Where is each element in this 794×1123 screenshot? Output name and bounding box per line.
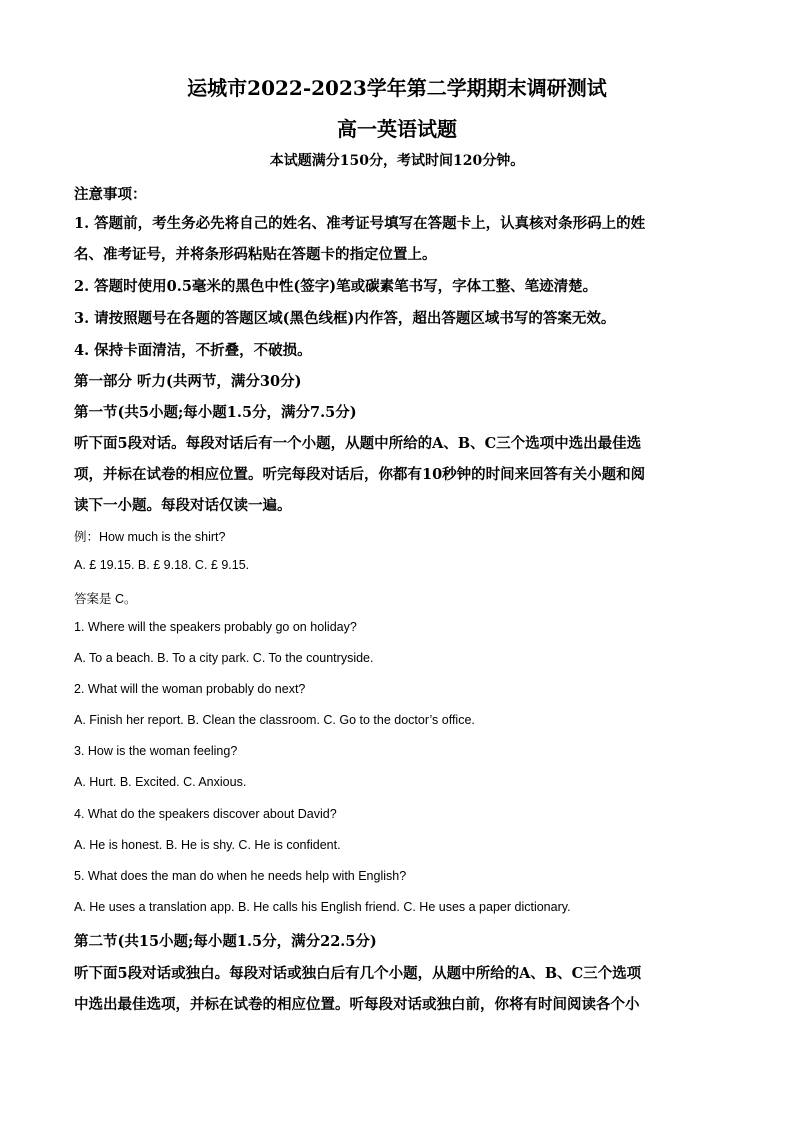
section-1-instruction-line-1: 听下面5段对话。每段对话后有一个小题，从题中所给的A、B、C三个选项中选出最佳选 — [74, 435, 642, 452]
question-5: 5. What does the man do when he needs help with English? — [74, 869, 407, 883]
section-2-heading: 第二节(共15小题;每小题1.5分，满分22.5分) — [74, 933, 377, 950]
question-4-options: A. He is honest. B. He is shy. C. He is confident. — [74, 838, 341, 852]
section-1-heading: 第一节(共5小题;每小题1.5分，满分7.5分) — [74, 404, 357, 421]
question-2: 2. What will the woman probably do next? — [74, 682, 306, 696]
question-2-options: A. Finish her report. B. Clean the classroom. C. Go to the doctor’s office. — [74, 713, 475, 727]
section-2-instruction-line-1: 听下面5段对话或独白。每段对话或独白后有几个小题，从题中所给的A、B、C三个选项 — [74, 965, 642, 982]
note-3: 3. 请按照题号在各题的答题区域(黑色线框)内作答，超出答题区域书写的答案无效。 — [74, 310, 616, 327]
question-1: 1. Where will the speakers probably go on holiday? — [74, 620, 357, 634]
example-answer: 答案是 C。 — [74, 592, 137, 606]
question-3: 3. How is the woman feeling? — [74, 744, 238, 758]
question-5-options: A. He uses a translation app. B. He calls his English friend. C. He uses a paper dictionary. — [74, 900, 571, 914]
example-options: A. £ 19.15. B. £ 9.18. C. £ 9.15. — [74, 558, 250, 572]
note-2: 2. 答题时使用0.5毫米的黑色中性(签字)笔或碳素笔书写，字体工整、笔迹清楚。 — [74, 278, 598, 295]
notes-heading: 注意事项： — [74, 186, 147, 203]
exam-info: 本试题满分150分，考试时间120分钟。 — [269, 153, 525, 169]
note-4: 4. 保持卡面清洁，不折叠，不破损。 — [74, 342, 312, 359]
exam-title: 运城市2022-2023学年第二学期期末调研测试 — [187, 76, 607, 100]
note-1-line-2: 名、准考证号，并将条形码粘贴在答题卡的指定位置上。 — [74, 246, 437, 263]
part-1-heading: 第一部分 听力(共两节，满分30分) — [74, 373, 302, 390]
section-1-instruction-line-2: 项，并标在试卷的相应位置。听完每段对话后，你都有10秒钟的时间来回答有关小题和阅 — [74, 466, 646, 483]
question-1-options: A. To a beach. B. To a city park. C. To the countryside. — [74, 651, 374, 665]
example-question: 例：How much is the shirt? — [74, 530, 226, 544]
exam-subtitle: 高一英语试题 — [337, 117, 457, 141]
section-1-instruction-line-3: 读下一小题。每段对话仅读一遍。 — [74, 497, 292, 514]
question-4: 4. What do the speakers discover about David? — [74, 807, 337, 821]
question-3-options: A. Hurt. B. Excited. C. Anxious. — [74, 775, 247, 789]
section-2-instruction-line-2: 中选出最佳选项，并标在试卷的相应位置。听每段对话或独白前，你将有时间阅读各个小 — [74, 996, 640, 1013]
note-1-line-1: 1. 答题前，考生务必先将自己的姓名、准考证号填写在答题卡上，认真核对条形码上的姓 — [74, 215, 646, 232]
